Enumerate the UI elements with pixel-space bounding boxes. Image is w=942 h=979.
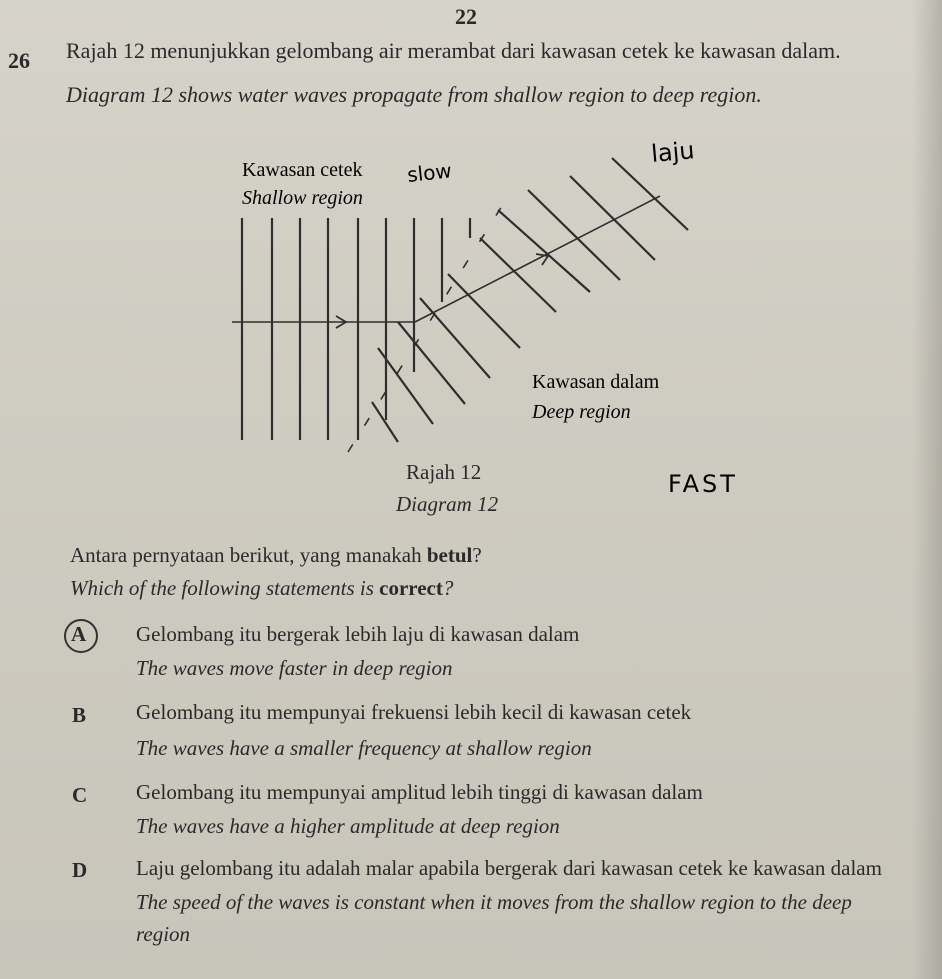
diagram-caption-english: Diagram 12 [396, 492, 499, 516]
shallow-label-english: Shallow region [242, 187, 363, 209]
refracted-ray [415, 196, 660, 322]
deep-wavefront [480, 238, 556, 312]
option-d-english-continued[interactable]: region [136, 922, 191, 946]
deep-wavefront [570, 176, 655, 260]
deep-wavefront [420, 298, 490, 378]
boundary-dashed-line [348, 190, 512, 452]
deep-wavefront [448, 274, 520, 348]
deep-wavefront [398, 322, 465, 404]
option-d-malay[interactable]: Laju gelombang itu adalah malar apabila bergerak dari kawasan cetek ke kawasan dalam [136, 856, 882, 880]
prompt-english: Which of the following statements is correct? [70, 576, 454, 600]
question-text-english: Diagram 12 shows water waves propagate from shallow region to deep region. [66, 82, 762, 107]
handwritten-slow: slow [406, 158, 453, 187]
page-number: 22 [455, 4, 477, 29]
option-b-malay[interactable]: Gelombang itu mempunyai frekuensi lebih kecil di kawasan cetek [136, 700, 692, 724]
option-d-english[interactable]: The speed of the waves is constant when it moves from the shallow region to the deep [136, 890, 852, 914]
option-a-english[interactable]: The waves move faster in deep region [136, 656, 453, 680]
option-a-malay[interactable]: Gelombang itu bergerak lebih laju di kawasan dalam [136, 622, 580, 646]
deep-label-english: Deep region [532, 401, 631, 423]
deep-wavefront [528, 190, 620, 280]
handwritten-laju: laju [650, 136, 696, 168]
deep-wavefront [612, 158, 688, 230]
question-number: 26 [8, 48, 30, 73]
option-c-english[interactable]: The waves have a higher amplitude at deep region [136, 814, 560, 838]
diagram-caption-malay: Rajah 12 [406, 460, 482, 484]
question-text-malay: Rajah 12 menunjukkan gelombang air merambat dari kawasan cetek ke kawasan dalam. [66, 38, 841, 63]
option-b-english[interactable]: The waves have a smaller frequency at shallow region [136, 736, 592, 760]
shallow-label-malay: Kawasan cetek [242, 159, 363, 181]
option-b-letter[interactable]: B [72, 703, 87, 727]
option-c-malay[interactable]: Gelombang itu mempunyai amplitud lebih tinggi di kawasan dalam [136, 780, 703, 804]
option-d-letter[interactable]: D [72, 858, 88, 882]
option-a-letter[interactable]: A [71, 622, 87, 646]
option-c-letter[interactable]: C [72, 783, 88, 807]
deep-label-malay: Kawasan dalam [532, 371, 660, 393]
handwritten-fast: FAST [668, 470, 738, 498]
prompt-malay: Antara pernyataan berikut, yang manakah betul? [70, 543, 482, 567]
deep-wavefront [498, 210, 590, 292]
